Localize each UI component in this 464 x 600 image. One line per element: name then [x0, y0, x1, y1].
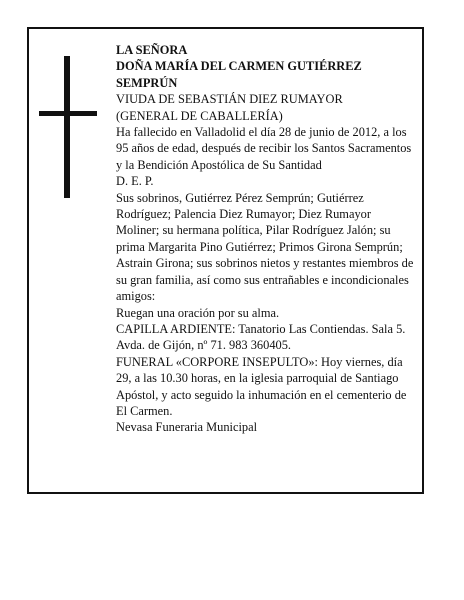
notice-heading-title: LA SEÑORA — [116, 43, 188, 57]
death-announcement: Ha fallecido en Valladolid el día 28 de junio de 2012, a los 95 años de edad, después de recibir los Santos Sacramentos y la Bendición Apostólica de Su Santidad — [116, 125, 412, 172]
cross-vertical-bar — [64, 56, 70, 198]
rip-line: D. E. P. — [116, 174, 154, 189]
chapel-info: CAPILLA ARDIENTE: Tanatorio Las Contiendas. Sala 5. Avda. de Gijón, nº 71. 983 360405. — [116, 321, 406, 353]
prayer-request: Ruegan una oración por su alma. — [116, 305, 280, 320]
cross-icon — [39, 56, 97, 198]
rank-line: (GENERAL DE CABALLERÍA) — [116, 108, 283, 123]
cross-horizontal-bar — [39, 111, 97, 116]
widow-line: VIUDA DE SEBASTIÁN DIEZ RUMAYOR — [116, 92, 343, 107]
funeral-home: Nevasa Funeraria Municipal — [116, 420, 258, 435]
funeral-info: FUNERAL «CORPORE INSEPULTO»: Hoy viernes, día 29, a las 10.30 horas, en la iglesia parroquial de Santiago Apóstol, y acto seguido la inhumación en el cementerio de El Carmen. — [116, 354, 407, 418]
family-list: Sus sobrinos, Gutiérrez Pérez Semprún; Gutiérrez Rodríguez; Palencia Diez Rumayor; Diez Rumayor Moliner; su hermana política, Pilar Rodríguez Jalón; su prima Margarita Pino Gutiérrez; Primos Girona Semprún; Astrain Girona; sus sobrinos nietos y restantes miembros de su gran familia, así como sus entrañables e incondicionales amigos: — [116, 190, 414, 304]
deceased-name: DOÑA MARÍA DEL CARMEN GUTIÉRREZ SEMPRÚN — [116, 59, 362, 90]
notice-text — [116, 42, 416, 436]
obituary-notice — [27, 27, 424, 494]
